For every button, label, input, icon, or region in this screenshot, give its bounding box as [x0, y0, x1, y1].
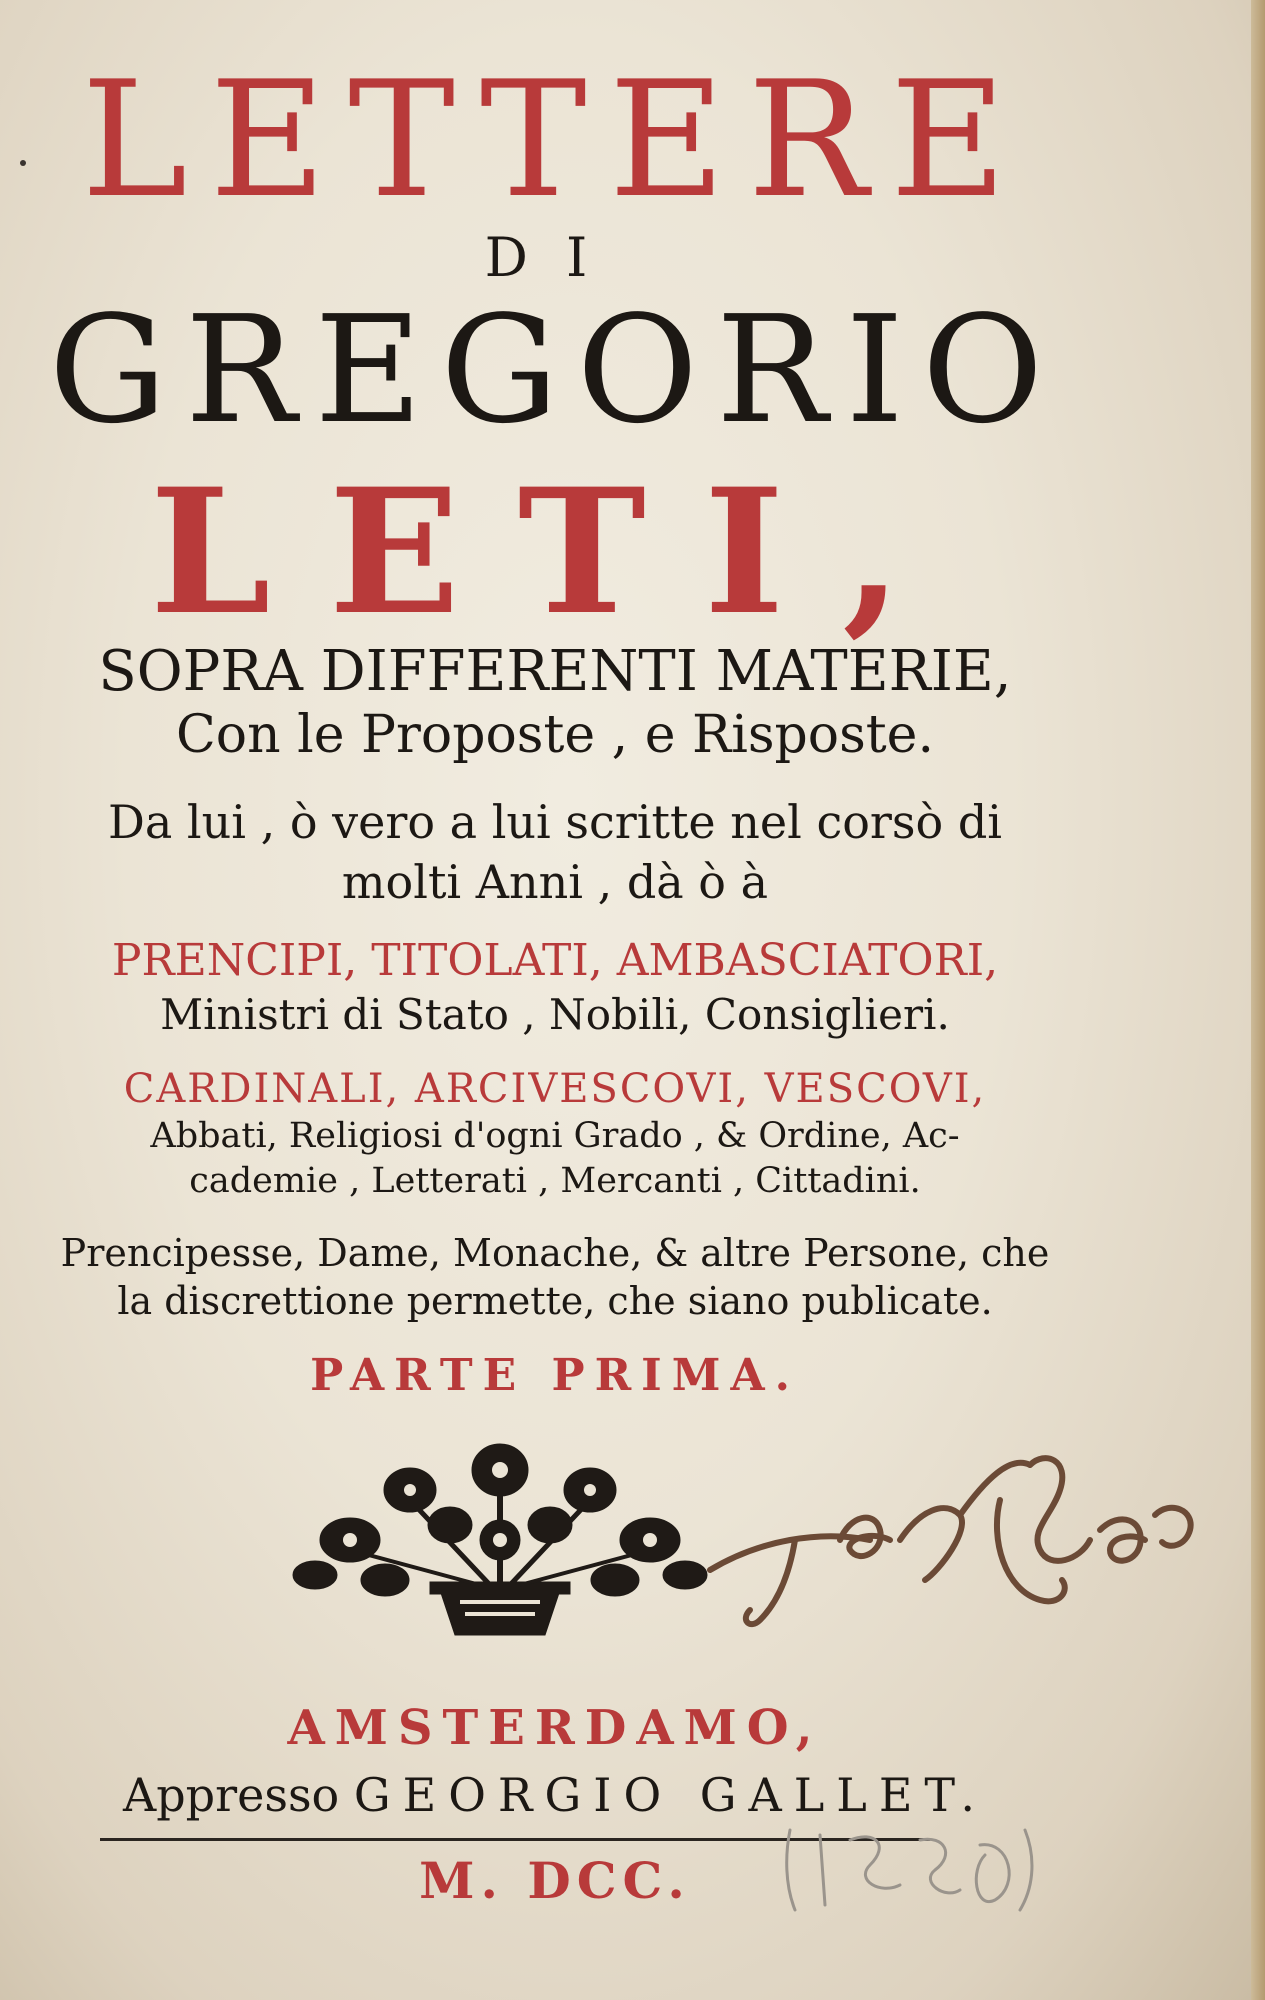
body-line-cardinali: CARDINALI, ARCIVESCOVI, VESCOVI,	[123, 1066, 987, 1112]
body-line-1: Da lui , ò vero a lui scritte nel corsò di	[108, 795, 1002, 849]
handwritten-signature-icon	[700, 1420, 1220, 1660]
body-line-abbati: Abbati, Religiosi d'ogni Grado , & Ordine, Ac-	[150, 1116, 960, 1156]
body-line-prencipi: PRENCIPI, TITOLATI, AMBASCIATORI,	[111, 935, 999, 986]
title-leti: LETI,	[149, 450, 961, 653]
body-line-prencipesse: Prencipesse, Dame, Monache, & altre Persone, che	[60, 1231, 1050, 1275]
body-line-discrettione: la discrettione permette, che siano publicate.	[117, 1279, 993, 1323]
imprint-city: AMSTERDAMO,	[287, 1700, 823, 1756]
body-line-2: molti Anni , dà ò à	[341, 855, 769, 909]
imprint-appresso: Appresso	[123, 1768, 340, 1822]
subtitle-materie: SOPRA DIFFERENTI MATERIE,	[98, 639, 1012, 704]
part-label: PARTE PRIMA.	[310, 1350, 800, 1401]
body-line-accademie: cademie , Letterati , Mercanti , Cittadini.	[189, 1161, 921, 1201]
flower-basket-ornament-icon	[290, 1440, 710, 1640]
page-edge	[1251, 0, 1265, 2000]
title-di: DI	[484, 226, 626, 289]
imprint-year: M. DCC.	[419, 1851, 691, 1910]
pencil-annotation-icon	[780, 1810, 1040, 1920]
title-gregorio: GREGORIO	[48, 284, 1062, 456]
title-lettere: LETTERE	[81, 46, 1029, 233]
subtitle-proposte: Con le Proposte , e Risposte.	[176, 705, 934, 765]
body-line-ministri: Ministri di Stato , Nobili, Consiglieri.	[160, 990, 950, 1039]
imprint-publisher: GEORGIO GALLET.	[353, 1768, 987, 1822]
